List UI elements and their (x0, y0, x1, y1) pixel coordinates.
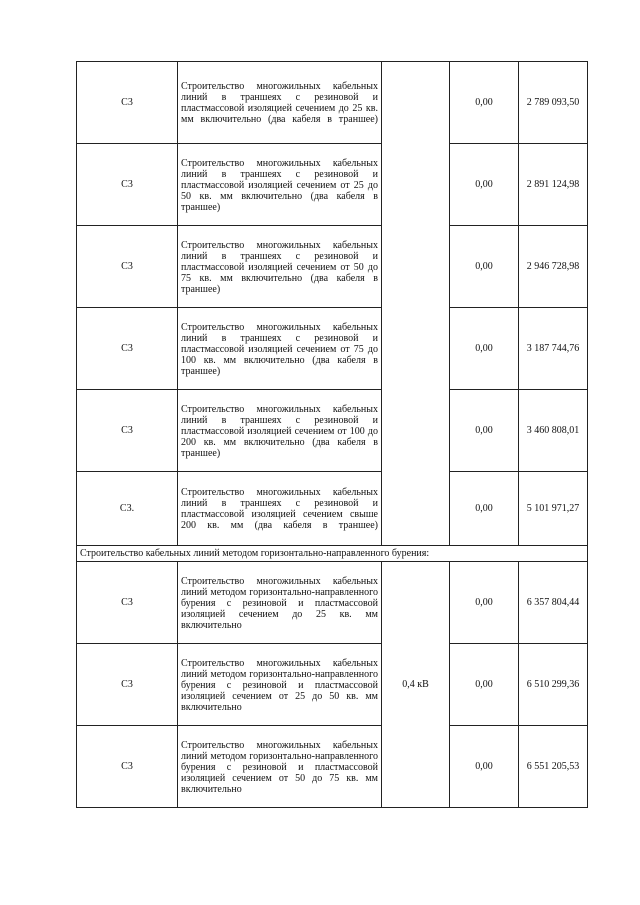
table-row (77, 62, 588, 144)
price-cell: 3 187 744,76 (519, 308, 588, 390)
table-row (77, 562, 588, 644)
table-row (77, 472, 588, 546)
price-cell: 2 891 124,98 (519, 144, 588, 226)
description-cell: Строительство многожильных кабельных линий в траншеях с резиновой и пластмассовой изоляцией сечением от 25 до 50 кв. мм включительно (два кабеля в траншее) (178, 144, 382, 226)
rate-cell: 0,00 (450, 62, 519, 144)
description-cell: Строительство многожильных кабельных линий методом горизонтально-направленного бурения с резиновой и пластмассовой изоляцией сечением до 25 кв. мм включительно (178, 562, 382, 644)
section-title: Строительство кабельных линий методом горизонтально-направленного бурения: (77, 546, 588, 562)
code-cell: С3 (77, 226, 178, 308)
rate-cell: 0,00 (450, 144, 519, 226)
voltage-cell-empty (382, 62, 450, 546)
code-cell: С3 (77, 144, 178, 226)
tariff-table (76, 61, 588, 808)
code-cell: С3 (77, 390, 178, 472)
rate-cell: 0,00 (450, 390, 519, 472)
table-row (77, 390, 588, 472)
rate-cell: 0,00 (450, 562, 519, 644)
rate-cell: 0,00 (450, 472, 519, 546)
code-cell: С3 (77, 62, 178, 144)
rate-cell: 0,00 (450, 308, 519, 390)
price-cell: 6 551 205,53 (519, 726, 588, 808)
description-cell: Строительство многожильных кабельных линий методом горизонтально-направленного бурения с резиновой и пластмассовой изоляцией сечением от 25 до 50 кв. мм включительно (178, 644, 382, 726)
description-cell: Строительство многожильных кабельных линий в траншеях с резиновой и пластмассовой изоляцией сечением свыше 200 кв. мм (два кабеля в траншее) (178, 472, 382, 546)
description-cell: Строительство многожильных кабельных линий в траншеях с резиновой и пластмассовой изоляцией сечением от 50 до 75 кв. мм включительно (два кабеля в траншее) (178, 226, 382, 308)
code-cell: С3 (77, 644, 178, 726)
voltage-cell: 0,4 кВ (382, 562, 450, 808)
table-row (77, 644, 588, 726)
code-cell: С3. (77, 472, 178, 546)
code-cell: С3 (77, 726, 178, 808)
rate-cell: 0,00 (450, 226, 519, 308)
code-cell: С3 (77, 562, 178, 644)
price-cell: 2 946 728,98 (519, 226, 588, 308)
table-row (77, 144, 588, 226)
price-cell: 2 789 093,50 (519, 62, 588, 144)
price-cell: 3 460 808,01 (519, 390, 588, 472)
price-cell: 6 510 299,36 (519, 644, 588, 726)
rate-cell: 0,00 (450, 726, 519, 808)
code-cell: С3 (77, 308, 178, 390)
rate-cell: 0,00 (450, 644, 519, 726)
price-cell: 6 357 804,44 (519, 562, 588, 644)
table-row (77, 726, 588, 808)
section-row (77, 546, 588, 562)
description-cell: Строительство многожильных кабельных линий в траншеях с резиновой и пластмассовой изоляцией сечением от 75 до 100 кв. мм включительно (два кабеля в траншее) (178, 308, 382, 390)
table-row (77, 226, 588, 308)
description-cell: Строительство многожильных кабельных линий методом горизонтально-направленного бурения с резиновой и пластмассовой изоляцией сечением от 50 до 75 кв. мм включительно (178, 726, 382, 808)
price-cell: 5 101 971,27 (519, 472, 588, 546)
description-cell: Строительство многожильных кабельных линий в траншеях с резиновой и пластмассовой изоляцией сечением до 25 кв. мм включительно (два кабеля в траншее) (178, 62, 382, 144)
description-cell: Строительство многожильных кабельных линий в траншеях с резиновой и пластмассовой изоляцией сечением от 100 до 200 кв. мм включительно (два кабеля в траншее) (178, 390, 382, 472)
table-row (77, 308, 588, 390)
